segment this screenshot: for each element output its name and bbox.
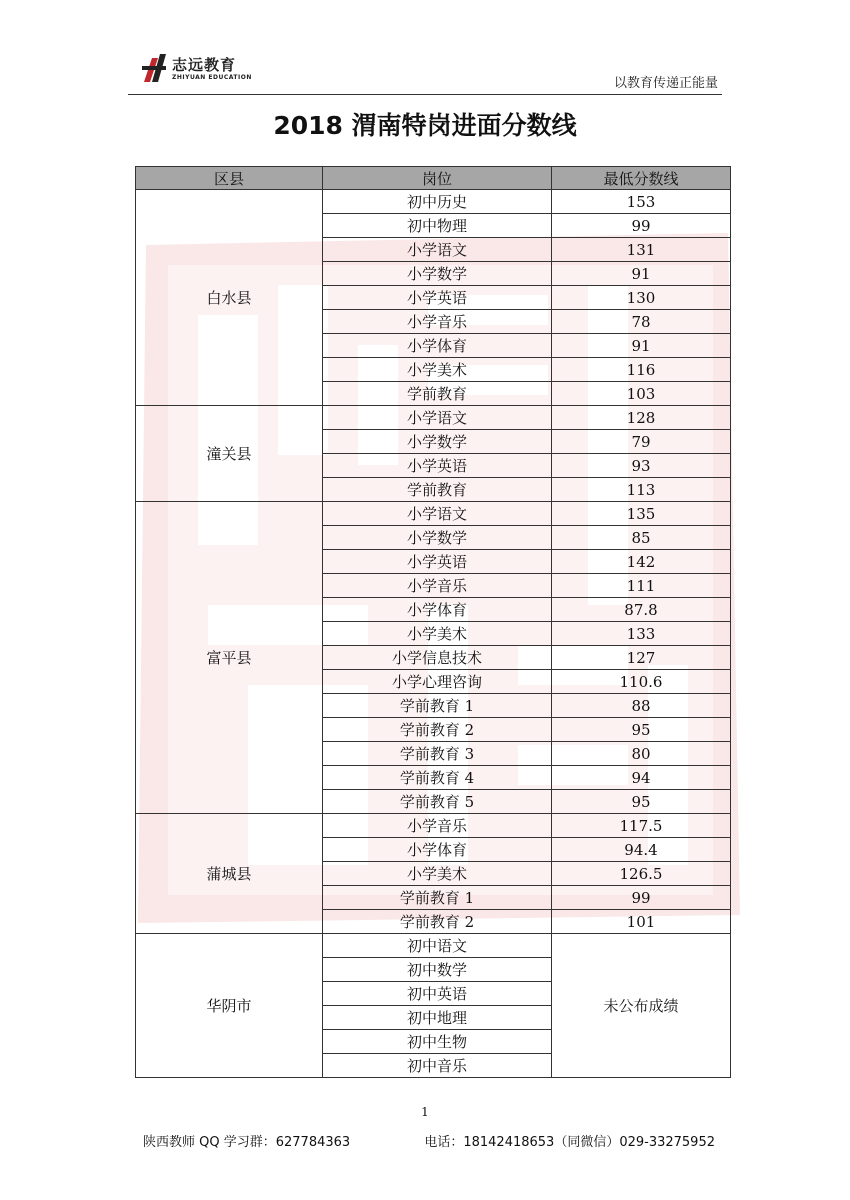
post-cell: 小学美术 bbox=[323, 358, 552, 382]
county-cell: 华阴市 bbox=[136, 934, 323, 1078]
page-header bbox=[128, 48, 722, 95]
score-table bbox=[135, 166, 731, 1078]
table-header-row bbox=[136, 167, 731, 190]
post-cell: 小学心理咨询 bbox=[323, 670, 552, 694]
logo bbox=[142, 52, 302, 88]
post-cell: 初中语文 bbox=[323, 934, 552, 958]
score-cell: 116 bbox=[552, 358, 731, 382]
county-cell: 富平县 bbox=[136, 502, 323, 814]
logo-subtext: ZHIYUAN EDUCATION bbox=[172, 74, 252, 81]
table-row bbox=[136, 814, 731, 838]
post-cell: 初中生物 bbox=[323, 1030, 552, 1054]
score-cell: 93 bbox=[552, 454, 731, 478]
score-cell: 128 bbox=[552, 406, 731, 430]
post-cell: 初中音乐 bbox=[323, 1054, 552, 1078]
score-cell: 85 bbox=[552, 526, 731, 550]
score-cell: 91 bbox=[552, 334, 731, 358]
post-cell: 学前教育 4 bbox=[323, 766, 552, 790]
score-cell: 未公布成绩 bbox=[552, 934, 731, 1078]
score-cell: 95 bbox=[552, 790, 731, 814]
score-cell: 99 bbox=[552, 886, 731, 910]
footer-qq-group: 陕西教师 QQ 学习群：627784363 bbox=[143, 1135, 351, 1150]
logo-text: 志远教育 bbox=[172, 56, 237, 74]
post-cell: 初中历史 bbox=[323, 190, 552, 214]
post-cell: 初中地理 bbox=[323, 1006, 552, 1030]
score-cell: 113 bbox=[552, 478, 731, 502]
header-slogan: 以教育传递正能量 bbox=[613, 76, 718, 91]
column-header-post: 岗位 bbox=[323, 167, 552, 190]
table-row bbox=[136, 190, 731, 214]
post-cell: 小学音乐 bbox=[323, 310, 552, 334]
post-cell: 小学数学 bbox=[323, 430, 552, 454]
post-cell: 小学英语 bbox=[323, 454, 552, 478]
score-cell: 79 bbox=[552, 430, 731, 454]
score-cell: 127 bbox=[552, 646, 731, 670]
post-cell: 学前教育 5 bbox=[323, 790, 552, 814]
score-cell: 99 bbox=[552, 214, 731, 238]
score-cell: 135 bbox=[552, 502, 731, 526]
score-cell: 153 bbox=[552, 190, 731, 214]
post-cell: 学前教育 1 bbox=[323, 694, 552, 718]
post-cell: 小学体育 bbox=[323, 334, 552, 358]
score-cell: 87.8 bbox=[552, 598, 731, 622]
county-cell: 潼关县 bbox=[136, 406, 323, 502]
post-cell: 小学语文 bbox=[323, 502, 552, 526]
score-cell: 88 bbox=[552, 694, 731, 718]
page-title: 2018 渭南特岗进面分数线 bbox=[273, 111, 577, 140]
table-body bbox=[136, 190, 731, 1078]
column-header-score: 最低分数线 bbox=[552, 167, 731, 190]
county-cell: 蒲城县 bbox=[136, 814, 323, 934]
score-cell: 126.5 bbox=[552, 862, 731, 886]
post-cell: 小学语文 bbox=[323, 406, 552, 430]
post-cell: 小学英语 bbox=[323, 286, 552, 310]
post-cell: 小学信息技术 bbox=[323, 646, 552, 670]
post-cell: 小学英语 bbox=[323, 550, 552, 574]
score-cell: 142 bbox=[552, 550, 731, 574]
score-cell: 133 bbox=[552, 622, 731, 646]
post-cell: 小学语文 bbox=[323, 238, 552, 262]
column-header-county: 区县 bbox=[136, 167, 323, 190]
logo-mark-icon bbox=[142, 52, 166, 84]
post-cell: 学前教育 bbox=[323, 382, 552, 406]
score-cell: 131 bbox=[552, 238, 731, 262]
page-number: 1 bbox=[421, 1105, 429, 1119]
score-cell: 130 bbox=[552, 286, 731, 310]
table-row bbox=[136, 502, 731, 526]
post-cell: 学前教育 2 bbox=[323, 718, 552, 742]
table-row bbox=[136, 406, 731, 430]
score-cell: 101 bbox=[552, 910, 731, 934]
footer-phone: 电话：18142418653（同微信）029-33275952 bbox=[424, 1135, 715, 1150]
post-cell: 初中英语 bbox=[323, 982, 552, 1006]
score-cell: 94 bbox=[552, 766, 731, 790]
score-cell: 95 bbox=[552, 718, 731, 742]
post-cell: 学前教育 bbox=[323, 478, 552, 502]
post-cell: 初中数学 bbox=[323, 958, 552, 982]
post-cell: 小学数学 bbox=[323, 262, 552, 286]
post-cell: 小学美术 bbox=[323, 862, 552, 886]
post-cell: 小学音乐 bbox=[323, 574, 552, 598]
score-cell: 91 bbox=[552, 262, 731, 286]
table-row bbox=[136, 934, 731, 958]
county-cell: 白水县 bbox=[136, 190, 323, 406]
post-cell: 初中物理 bbox=[323, 214, 552, 238]
score-cell: 80 bbox=[552, 742, 731, 766]
post-cell: 学前教育 2 bbox=[323, 910, 552, 934]
score-cell: 94.4 bbox=[552, 838, 731, 862]
post-cell: 小学数学 bbox=[323, 526, 552, 550]
score-cell: 103 bbox=[552, 382, 731, 406]
score-cell: 110.6 bbox=[552, 670, 731, 694]
score-cell: 111 bbox=[552, 574, 731, 598]
post-cell: 小学体育 bbox=[323, 838, 552, 862]
score-cell: 117.5 bbox=[552, 814, 731, 838]
post-cell: 学前教育 3 bbox=[323, 742, 552, 766]
score-cell: 78 bbox=[552, 310, 731, 334]
post-cell: 小学美术 bbox=[323, 622, 552, 646]
post-cell: 学前教育 1 bbox=[323, 886, 552, 910]
post-cell: 小学体育 bbox=[323, 598, 552, 622]
post-cell: 小学音乐 bbox=[323, 814, 552, 838]
